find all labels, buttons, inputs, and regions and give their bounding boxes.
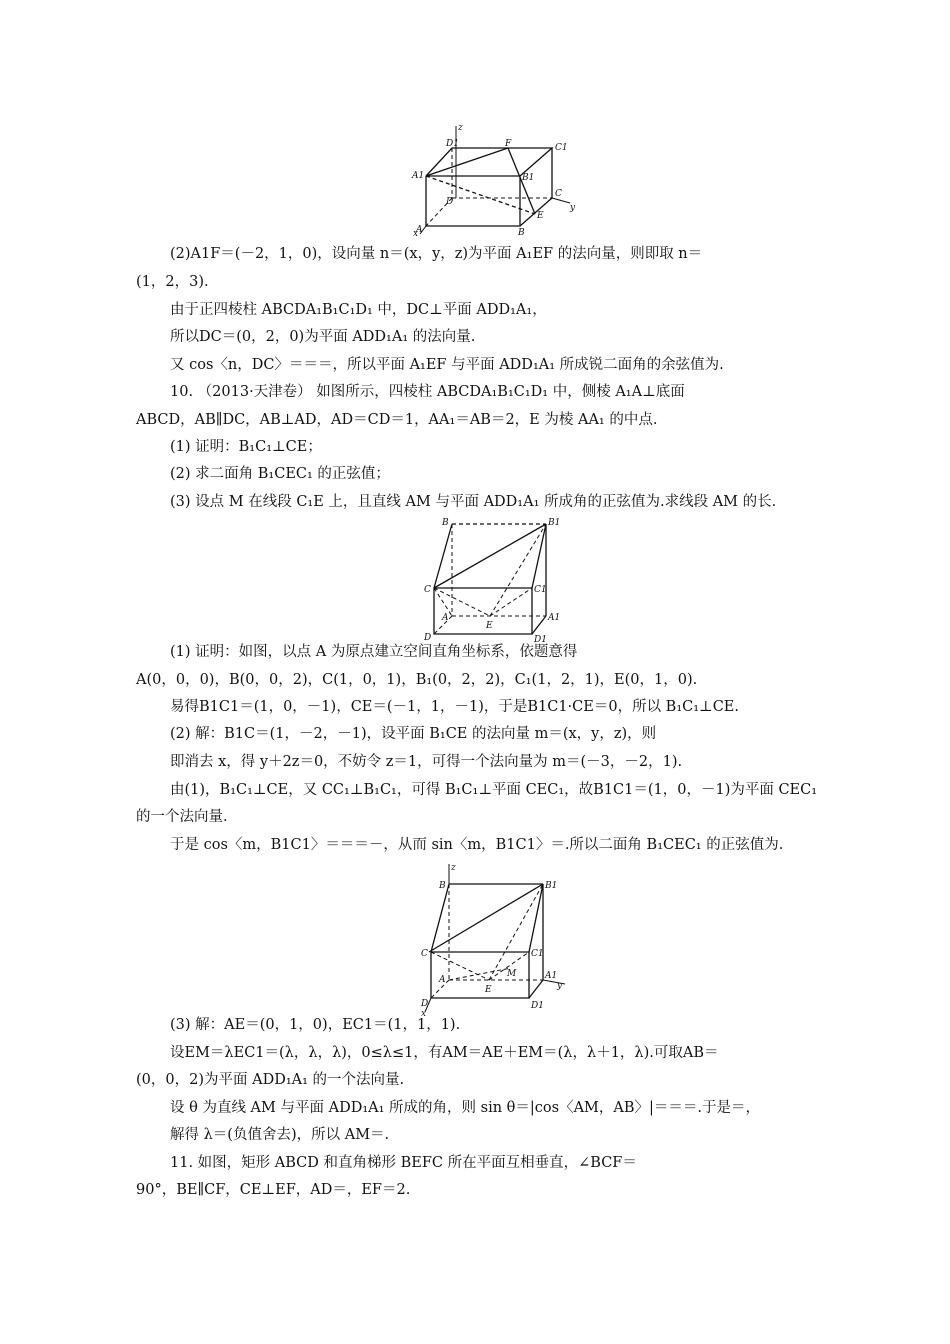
figure2-label-B1: B1	[548, 518, 561, 528]
problem-11-title: 11. 如图，矩形 ABCD 和直角梯形 BEFC 所在平面互相垂直，∠BCF＝	[170, 1155, 637, 1171]
problem-10-part-3: (3) 设点 M 在线段 C₁E 上，且直线 AM 与平面 ADD₁A₁ 所成角的正弦值为.求线段 AM 的长.	[170, 494, 777, 510]
problem-11-line-2: 90°，BE∥CF，CE⊥EF，AD＝，EF＝2.	[136, 1182, 411, 1198]
solution-3-line-4: 设 θ 为直线 AM 与平面 ADD₁A₁ 所成的角，则 sin θ＝|cos〈AM，AB〉|＝＝＝.于是＝，	[170, 1100, 761, 1116]
solution-3-line-2: 设EM＝λEC1＝(λ，λ，λ)，0≤λ≤1，有AM＝AE＋EM＝(λ，λ＋1，λ).可取AB＝	[170, 1045, 719, 1061]
problem-10-title: 10. （2013·天津卷） 如图所示，四棱柱 ABCDA₁B₁C₁D₁ 中，侧棱 A₁A⊥底面	[170, 384, 685, 400]
solution-2-line-5: 于是 cos〈m，B1C1〉＝＝＝－，从而 sin〈m，B1C1〉＝.所以二面角 B₁CEC₁ 的正弦值为.	[170, 837, 784, 853]
text-line-7: ABCD，AB∥DC，AB⊥AD，AD＝CD＝1，AA₁＝AB＝2，E 为棱 AA₁ 的中点.	[136, 412, 658, 428]
figure3-label-B: B	[439, 881, 446, 891]
figure2-label-E: E	[486, 621, 493, 631]
figure1-label-z: z	[458, 123, 463, 133]
figure3-label-M: M	[507, 969, 517, 979]
text-line-3: 由于正四棱柱 ABCDA₁B₁C₁D₁ 中，DC⊥平面 ADD₁A₁，	[170, 302, 547, 318]
figure2-label-C1: C1	[534, 585, 547, 595]
figure-prism-2	[420, 516, 565, 644]
figure1-label-C1: C1	[555, 143, 568, 153]
solution-3-line-5: 解得 λ＝(负值舍去)，所以 AM＝.	[170, 1127, 390, 1143]
figure3-label-A: A	[439, 975, 446, 985]
problem-10-part-1: (1) 证明：B₁C₁⊥CE；	[170, 439, 322, 455]
figure3-label-C1: C1	[531, 949, 544, 959]
solution-3-line-3: (0，0，2)为平面 ADD₁A₁ 的一个法向量.	[136, 1072, 405, 1088]
problem-10-part-2: (2) 求二面角 B₁CEC₁ 的正弦值；	[170, 466, 390, 482]
solution-1-line-2: A(0，0，0)，B(0，0，2)，C(1，0，1)，B₁(0，2，2)，C₁(1，2，1)，E(0，1，0).	[136, 672, 698, 688]
figure2-label-D: D	[424, 633, 432, 643]
figure2-label-B: B	[442, 518, 449, 528]
figure1-label-F: F	[505, 139, 512, 149]
figure3-label-D1: D1	[531, 1001, 544, 1011]
figure1-label-B: B	[518, 228, 525, 236]
solution-1-line-3: 易得B1C1＝(1，0，－1)，CE＝(－1，1，－1)，于是B1C1·CE＝0，所以 B₁C₁⊥CE.	[170, 699, 739, 715]
figure1-label-A: A	[416, 225, 423, 235]
solution-3-line-1: (3) 解：AE＝(0，1，0)，EC1＝(1，1，1).	[170, 1017, 461, 1033]
figure1-label-B1: B1	[522, 173, 535, 183]
figure1-label-x: x	[413, 229, 419, 236]
figure3-label-D: D	[421, 999, 429, 1009]
figure1-label-E: E	[537, 211, 544, 221]
figure1-label-D: D	[446, 197, 454, 207]
figure2-label-A: A	[442, 613, 449, 623]
figure2-label-C: C	[424, 585, 431, 595]
figure-prism-3	[415, 860, 575, 1016]
text-line-5: 又 cos〈n，DC〉＝＝＝，所以平面 A₁EF 与平面 ADD₁A₁ 所成锐二面角的余弦值为.	[170, 357, 724, 373]
figure3-label-z: z	[451, 863, 456, 873]
figure3-label-C: C	[421, 949, 428, 959]
text-line-2: (1，2，3).	[136, 274, 209, 290]
figure2-label-A1: A1	[548, 613, 561, 623]
figure3-label-E: E	[485, 985, 492, 995]
figure2-label-D1: D1	[534, 635, 547, 644]
solution-2-line-4: 的一个法向量.	[136, 809, 228, 825]
solution-2-line-2: 即消去 x，得 y＋2z＝0，不妨令 z＝1，可得一个法向量为 m＝(－3，－2，1).	[170, 754, 683, 770]
figure1-label-y: y	[570, 203, 576, 213]
figure1-label-A1: A1	[412, 171, 425, 181]
figure3-label-y: y	[557, 981, 563, 991]
figure3-label-A1: A1	[545, 971, 558, 981]
text-line-4: 所以DC＝(0，2，0)为平面 ADD₁A₁ 的法向量.	[170, 329, 476, 345]
text-line-1: (2)A1F＝(－2，1，0)，设向量 n＝(x，y，z)为平面 A₁EF 的法向量，则即取 n＝	[170, 246, 703, 262]
solution-2-line-3: 由(1)，B₁C₁⊥CE，又 CC₁⊥B₁C₁，可得 B₁C₁⊥平面 CEC₁，故B1C1＝(1，0，－1)为平面 CEC₁	[170, 782, 818, 798]
figure-prism-1	[410, 118, 590, 236]
figure1-label-C: C	[555, 189, 562, 199]
figure3-label-B1: B1	[545, 881, 558, 891]
solution-1-line-1: (1) 证明：如图，以点 A 为原点建立空间直角坐标系，依题意得	[170, 644, 578, 660]
solution-2-line-1: (2) 解：B1C＝(1，－2，－1)，设平面 B₁CE 的法向量 m＝(x，y，z)，则	[170, 726, 657, 742]
figure3-label-x: x	[421, 1009, 427, 1016]
figure1-label-D1: D1	[446, 139, 459, 149]
